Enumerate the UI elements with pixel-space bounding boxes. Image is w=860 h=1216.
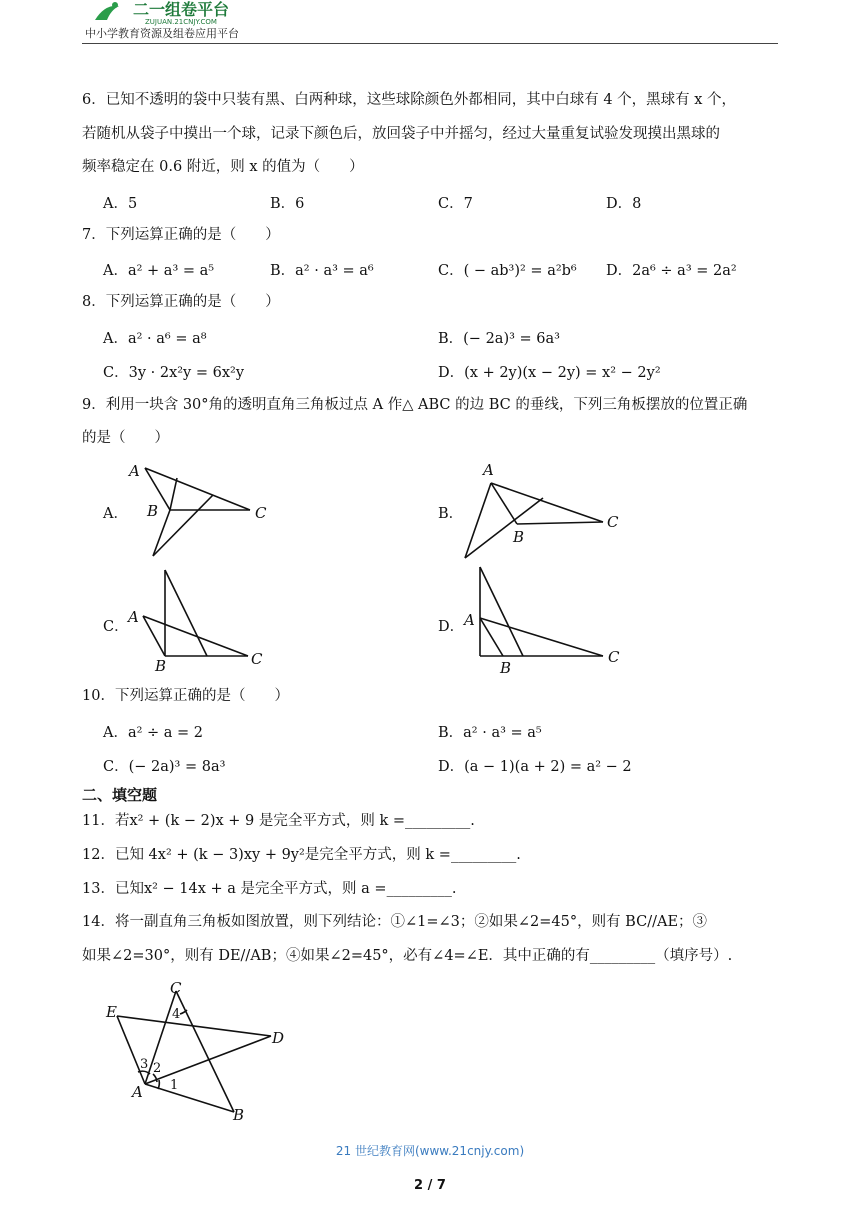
- q6-line2: 若随机从袋子中摸出一个球，记录下颜色后，放回袋子中并摇匀，经过大量重复试验发现摸出黑球的: [82, 126, 720, 142]
- page-number: 2 / 7: [414, 1178, 446, 1193]
- svg-text:4: 4: [172, 1007, 181, 1022]
- q9-option-c[interactable]: C．: [103, 619, 129, 635]
- section-title-fill-in: 二、填空题: [82, 786, 158, 804]
- q11-text: 11．若x² + (k − 2)x + 9 是完全平方式，则 k =_________.: [82, 813, 475, 829]
- footer-site-link[interactable]: 21 世纪教育网(www.21cnjy.com): [335, 1144, 525, 1158]
- svg-text:B: B: [500, 659, 512, 677]
- q8-option-b[interactable]: B．(− 2a)³ = 6a³: [438, 331, 560, 347]
- q12-text: 12．已知 4x² + (k − 3)xy + 9y²是完全平方式，则 k =_________.: [82, 847, 521, 863]
- svg-text:B: B: [513, 528, 525, 546]
- q13-text: 13．已知x² − 14x + a 是完全平方式，则 a =_________.: [82, 881, 457, 897]
- q6-option-a[interactable]: A．5: [103, 196, 138, 212]
- q6-line3: 频率稳定在 0.6 附近，则 x 的值为（ ）: [82, 159, 364, 175]
- svg-text:ZUJUAN.21CNJY.COM: ZUJUAN.21CNJY.COM: [145, 18, 217, 26]
- svg-text:1: 1: [170, 1078, 179, 1093]
- header-divider: [82, 43, 778, 44]
- q14-figure: [100, 976, 300, 1126]
- q9-option-d[interactable]: D．: [438, 619, 465, 635]
- q8-option-c[interactable]: C．3y · 2x²y = 6x²y: [103, 365, 245, 381]
- svg-text:A: A: [464, 611, 475, 629]
- q10-option-d[interactable]: D．(a − 1)(a + 2) = a² − 2: [438, 759, 632, 775]
- q7-option-c[interactable]: C．( − ab³)² = a²b⁶: [438, 263, 577, 279]
- q7-stem: 7．下列运算正确的是（ ）: [82, 227, 280, 243]
- q9-option-b[interactable]: B．: [438, 506, 464, 522]
- q9-figure-d: [458, 563, 628, 678]
- svg-text:B: B: [233, 1106, 245, 1124]
- header-subtitle: 中小学教育资源及组卷应用平台: [85, 27, 239, 40]
- svg-text:C: C: [255, 504, 267, 522]
- q7-option-d[interactable]: D．2a⁶ ÷ a³ = 2a²: [606, 263, 737, 279]
- svg-text:B: B: [155, 657, 167, 675]
- svg-text:二一组卷平台: 二一组卷平台: [133, 0, 230, 19]
- svg-text:A: A: [129, 462, 140, 480]
- q9-figure-a: [125, 458, 275, 563]
- q9-option-a[interactable]: A．: [103, 506, 128, 522]
- q7-option-a[interactable]: A．a² + a³ = a⁵: [103, 263, 215, 279]
- q9-line1: 9．利用一块含 30°角的透明直角三角板过点 A 作△ ABC 的边 BC 的垂线，下列三角板摆放的位置正确: [82, 397, 748, 413]
- q6-option-b[interactable]: B．6: [270, 196, 305, 212]
- q7-option-b[interactable]: B．a² · a³ = a⁶: [270, 263, 374, 279]
- q8-option-d[interactable]: D．(x + 2y)(x − 2y) = x² − 2y²: [438, 365, 661, 381]
- svg-text:C: C: [251, 650, 263, 668]
- q14-line2: 如果∠2=30°，则有 DE//AB；④如果∠2=45°，必有∠4=∠E．其中正确的有_________（填序号）.: [82, 948, 733, 964]
- platform-logo: [85, 0, 265, 26]
- q9-line2: 的是（ ）: [82, 430, 169, 446]
- svg-text:C: C: [608, 648, 620, 666]
- q10-stem: 10．下列运算正确的是（ ）: [82, 688, 289, 704]
- q14-line1: 14．将一副直角三角板如图放置，则下列结论：①∠1=∠3；②如果∠2=45°，则有 BC//AE；③: [82, 914, 708, 930]
- svg-text:3: 3: [140, 1057, 149, 1072]
- q6-option-c[interactable]: C．7: [438, 196, 473, 212]
- svg-text:2: 2: [153, 1061, 162, 1076]
- q10-option-a[interactable]: A．a² ÷ a = 2: [103, 725, 204, 741]
- svg-text:E: E: [106, 1003, 117, 1021]
- q8-option-a[interactable]: A．a² · a⁶ = a⁸: [103, 331, 207, 347]
- svg-text:D: D: [272, 1029, 285, 1047]
- q10-option-b[interactable]: B．a² · a³ = a⁵: [438, 725, 542, 741]
- q8-stem: 8．下列运算正确的是（ ）: [82, 294, 280, 310]
- q9-figure-c: [125, 566, 275, 676]
- svg-text:C: C: [607, 513, 619, 531]
- svg-text:C: C: [170, 979, 182, 997]
- svg-text:B: B: [147, 502, 159, 520]
- q9-figure-b: [455, 458, 630, 563]
- svg-text:A: A: [483, 461, 494, 479]
- q6-line1: 6．已知不透明的袋中只装有黑、白两种球，这些球除颜色外都相同，其中白球有 4 个，黑球有 x 个，: [82, 92, 737, 108]
- svg-text:A: A: [128, 608, 139, 626]
- q6-option-d[interactable]: D．8: [606, 196, 642, 212]
- q10-option-c[interactable]: C．(− 2a)³ = 8a³: [103, 759, 226, 775]
- svg-text:A: A: [132, 1083, 143, 1101]
